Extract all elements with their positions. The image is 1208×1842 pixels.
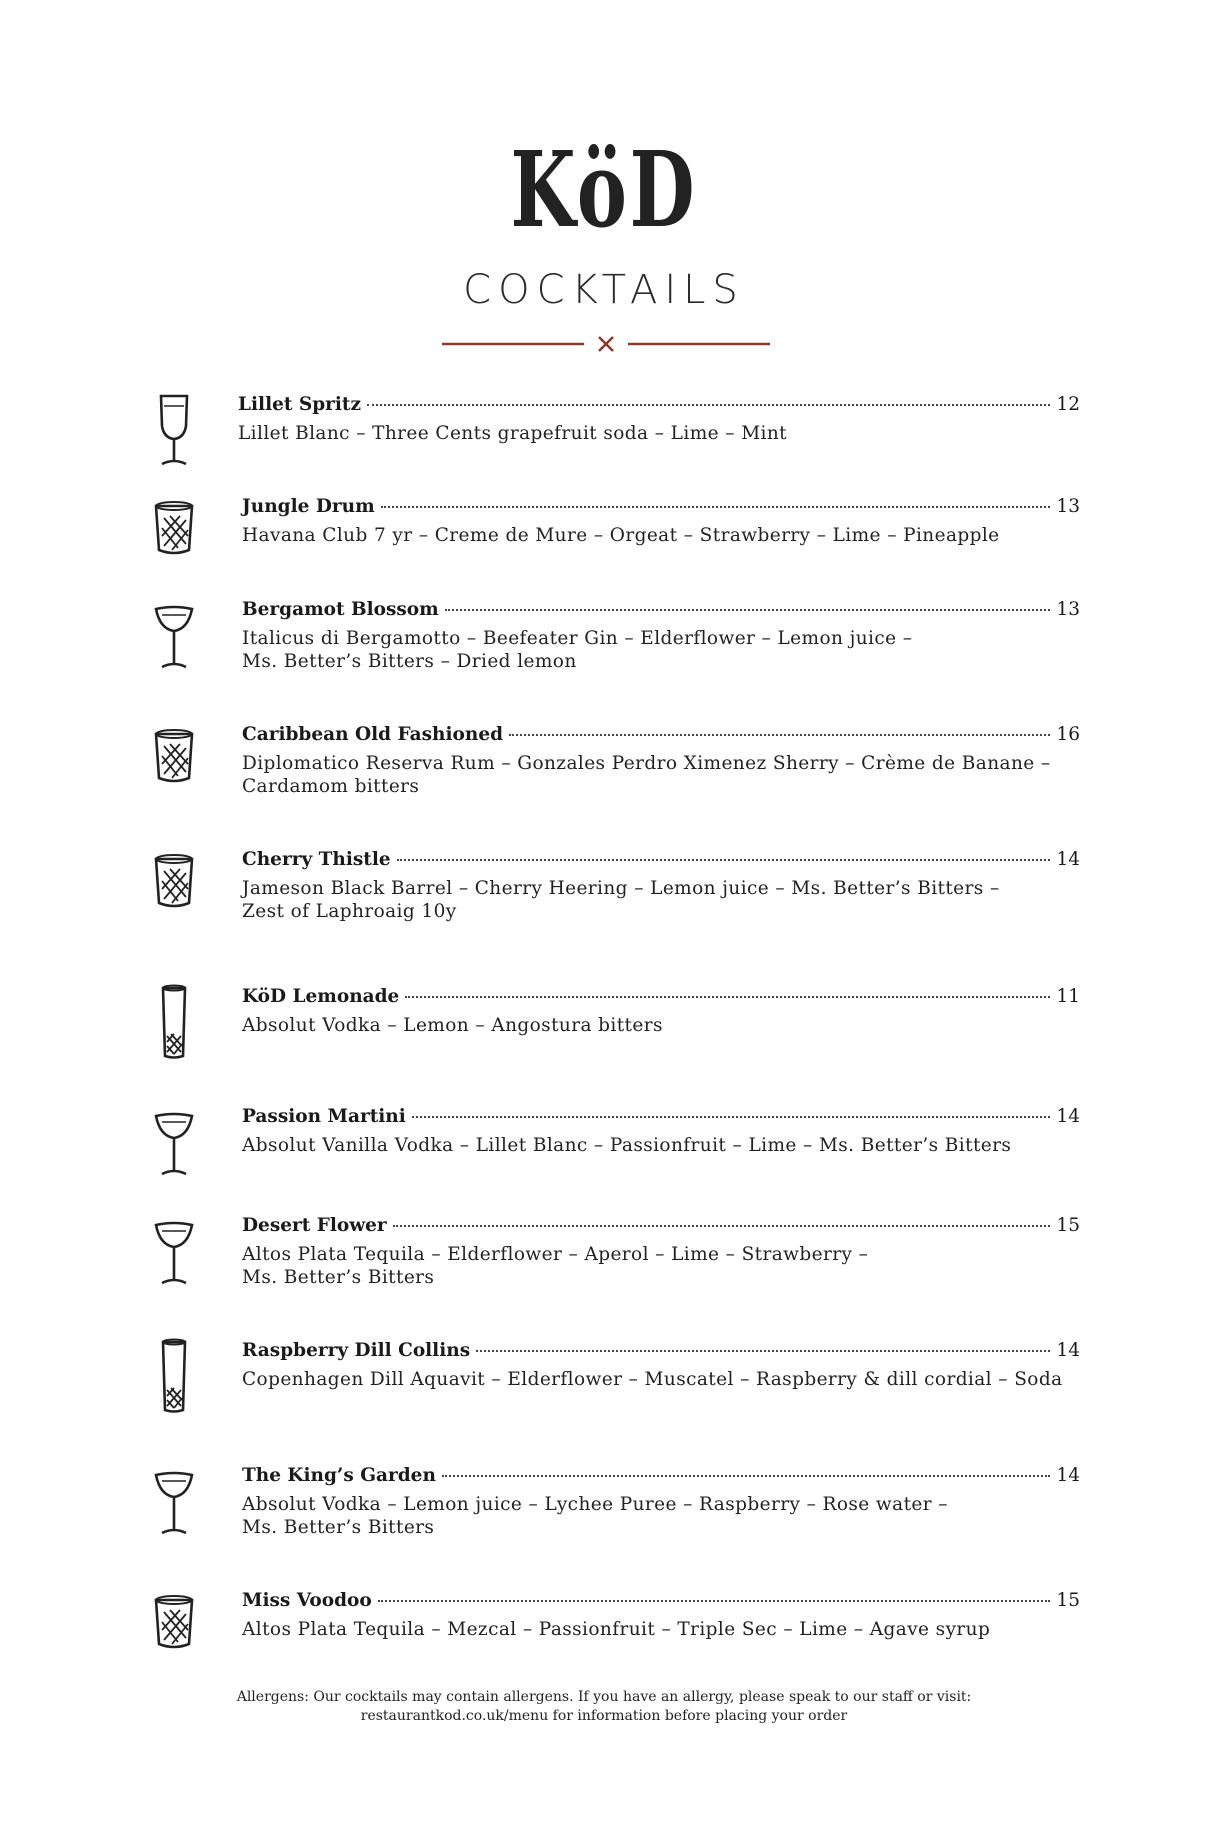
rocks-glass-icon <box>150 1588 198 1666</box>
ingredient-line: Altos Plata Tequila – Elderflower – Aperol – Lime – Strawberry – <box>242 1244 869 1265</box>
cocktail-name: Bergamot Blossom <box>242 599 439 620</box>
ingredient-line: Havana Club 7 yr – Creme de Mure – Orgeat – Strawberry – Lime – Pineapple <box>242 525 1000 546</box>
dot-leader <box>412 1115 1051 1118</box>
dot-leader <box>445 608 1051 611</box>
ingredient-line: Absolut Vodka – Lemon juice – Lychee Puree – Raspberry – Rose water – <box>242 1494 948 1515</box>
ingredient-line: Copenhagen Dill Aquavit – Elderflower – Muscatel – Raspberry & dill cordial – Soda <box>242 1369 1063 1390</box>
cocktail-item <box>150 1104 1080 1182</box>
ingredient-line: Absolut Vodka – Lemon – Angostura bitters <box>242 1015 663 1036</box>
allergen-notice <box>0 1688 1208 1726</box>
cocktail-name: Desert Flower <box>242 1215 387 1236</box>
cocktail-price: 13 <box>1056 496 1080 517</box>
brand-logo: KöD <box>510 128 698 251</box>
cocktail-item <box>150 392 1080 470</box>
title-divider <box>440 330 772 360</box>
cocktail-price: 14 <box>1056 1340 1080 1361</box>
cocktail-price: 14 <box>1056 1465 1080 1486</box>
cocktail-ingredients <box>242 524 1080 547</box>
cocktail-price: 14 <box>1056 849 1080 870</box>
cocktail-title-row <box>242 984 1080 1010</box>
cocktail-item <box>150 1588 1080 1666</box>
cocktail-price: 16 <box>1056 724 1080 745</box>
cocktail-title-row <box>242 1338 1080 1364</box>
cocktail-ingredients <box>242 877 1080 923</box>
rocks-glass-icon <box>150 494 198 572</box>
cocktail-price: 14 <box>1056 1106 1080 1127</box>
cocktail-price: 11 <box>1056 986 1080 1007</box>
cocktail-item <box>150 1338 1080 1416</box>
cross-icon <box>599 337 613 351</box>
cocktail-ingredients <box>242 1014 1080 1037</box>
dot-leader <box>476 1349 1050 1352</box>
cocktail-ingredients <box>242 1134 1080 1157</box>
cocktail-price: 12 <box>1056 394 1080 415</box>
cocktail-title-row <box>242 597 1080 623</box>
wine-glass-icon <box>150 392 198 470</box>
dot-leader <box>367 403 1050 406</box>
cocktail-item <box>150 494 1080 572</box>
coupe-glass-icon <box>150 1463 198 1541</box>
dot-leader <box>397 858 1051 861</box>
cocktail-title-row <box>242 1104 1080 1130</box>
allergen-line-2: restaurantkod.co.uk/menu for information before placing your order <box>360 1708 848 1724</box>
cocktail-item <box>150 722 1080 804</box>
cocktail-ingredients <box>242 1243 1080 1289</box>
cocktail-name: KöD Lemonade <box>242 986 400 1007</box>
cocktail-title-row <box>238 392 1080 418</box>
cocktail-name: Raspberry Dill Collins <box>242 1340 471 1361</box>
cocktail-name: Jungle Drum <box>242 496 375 517</box>
dot-leader <box>378 1599 1051 1602</box>
ingredient-line: Cardamom bitters <box>242 776 420 797</box>
cocktail-name: Lillet Spritz <box>238 394 361 415</box>
cocktail-ingredients <box>242 1618 1080 1641</box>
ingredient-line: Italicus di Bergamotto – Beefeater Gin – Elderflower – Lemon juice – <box>242 628 913 649</box>
cocktail-item <box>150 1213 1080 1295</box>
cocktail-title-row <box>242 494 1080 520</box>
cocktail-title-row <box>242 1463 1080 1489</box>
cocktail-ingredients <box>242 627 1080 673</box>
cocktail-name: Passion Martini <box>242 1106 406 1127</box>
ingredient-line: Ms. Better’s Bitters <box>242 1517 435 1538</box>
cocktail-item <box>150 847 1080 929</box>
rocks-glass-icon <box>150 847 198 925</box>
cocktail-item <box>150 1463 1080 1545</box>
cocktail-ingredients <box>242 1368 1080 1391</box>
cocktail-item <box>150 597 1080 679</box>
cocktail-name: Cherry Thistle <box>242 849 391 870</box>
coupe-glass-icon <box>150 1213 198 1291</box>
section-title: COCKTAILS <box>463 267 745 313</box>
ingredient-line: Jameson Black Barrel – Cherry Heering – Lemon juice – Ms. Better’s Bitters – <box>242 878 1000 899</box>
ingredient-line: Diplomatico Reserva Rum – Gonzales Perdro Ximenez Sherry – Crème de Banane – <box>242 753 1051 774</box>
ingredient-line: Ms. Better’s Bitters <box>242 1267 435 1288</box>
cocktail-title-row <box>242 847 1080 873</box>
cocktail-title-row <box>242 1588 1080 1614</box>
cocktail-title-row <box>242 722 1080 748</box>
cocktail-price: 13 <box>1056 599 1080 620</box>
dot-leader <box>509 733 1050 736</box>
cocktail-name: Miss Voodoo <box>242 1590 372 1611</box>
highball-glass-icon <box>150 1338 198 1416</box>
cocktail-title-row <box>242 1213 1080 1239</box>
coupe-glass-icon <box>150 597 198 675</box>
cocktail-price: 15 <box>1056 1215 1080 1236</box>
cocktail-ingredients <box>242 752 1080 798</box>
dot-leader <box>381 505 1051 508</box>
cocktail-ingredients <box>238 422 1080 445</box>
coupe-glass-icon <box>150 1104 198 1182</box>
cocktail-item <box>150 984 1080 1062</box>
ingredient-line: Ms. Better’s Bitters – Dried lemon <box>242 651 577 672</box>
allergen-line-1: Allergens: Our cocktails may contain allergens. If you have an allergy, please speak to our staff or visit: <box>236 1689 972 1705</box>
highball-glass-icon <box>150 984 198 1062</box>
rocks-glass-icon <box>150 722 198 800</box>
ingredient-line: Altos Plata Tequila – Mezcal – Passionfruit – Triple Sec – Lime – Agave syrup <box>242 1619 991 1640</box>
ingredient-line: Lillet Blanc – Three Cents grapefruit soda – Lime – Mint <box>238 423 787 444</box>
ingredient-line: Absolut Vanilla Vodka – Lillet Blanc – Passionfruit – Lime – Ms. Better’s Bitters <box>242 1135 1012 1156</box>
cocktail-price: 15 <box>1056 1590 1080 1611</box>
cocktail-name: Caribbean Old Fashioned <box>242 724 504 745</box>
cocktail-ingredients <box>242 1493 1080 1539</box>
ingredient-line: Zest of Laphroaig 10y <box>242 901 457 922</box>
dot-leader <box>393 1224 1051 1227</box>
cocktail-name: The King’s Garden <box>242 1465 436 1486</box>
dot-leader <box>405 995 1050 998</box>
dot-leader <box>442 1474 1051 1477</box>
